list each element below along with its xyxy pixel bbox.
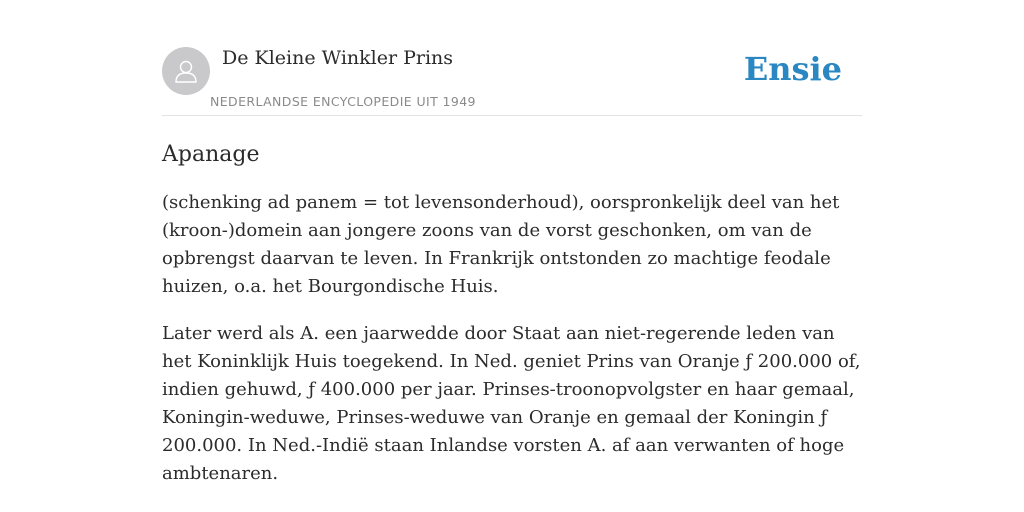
entry-card [162, 40, 862, 488]
entry-title: Apanage [162, 142, 260, 167]
entry-paragraph: (schenking ad panem = tot levensonderhoud), oorspronkelijk deel van het (kroon-)domein aan jongere zoons van de vorst geschonken, om van de opbrengst daarvan te leven. In Frankrijk ontstonden zo machtige feodale huizen, o.a. het Bourgondische Huis. [162, 192, 840, 297]
brand-logo[interactable]: Ensie [743, 50, 842, 88]
source-subtitle: NEDERLANDSE ENCYCLOPEDIE UIT 1949 [210, 94, 476, 109]
entry-header [162, 40, 862, 116]
source-avatar[interactable] [162, 47, 210, 95]
entry-paragraph: Later werd als A. een jaarwedde door Staat aan niet-regerende leden van het Koninklijk Huis toegekend. In Ned. geniet Prins van Oranje ƒ 200.000 of, indien gehuwd, ƒ 400.000 per jaar. Prinses-troonopvolgster en haar gemaal, Koningin-weduwe, Prinses-weduwe van Oranje en gemaal der Koningin ƒ 200.000. In Ned.-Indië staan Inlandse vorsten A. af aan verwanten of hoge ambtenaren. [162, 323, 861, 484]
user-silhouette-icon [172, 57, 200, 85]
source-title[interactable]: De Kleine Winkler Prins [222, 47, 454, 69]
